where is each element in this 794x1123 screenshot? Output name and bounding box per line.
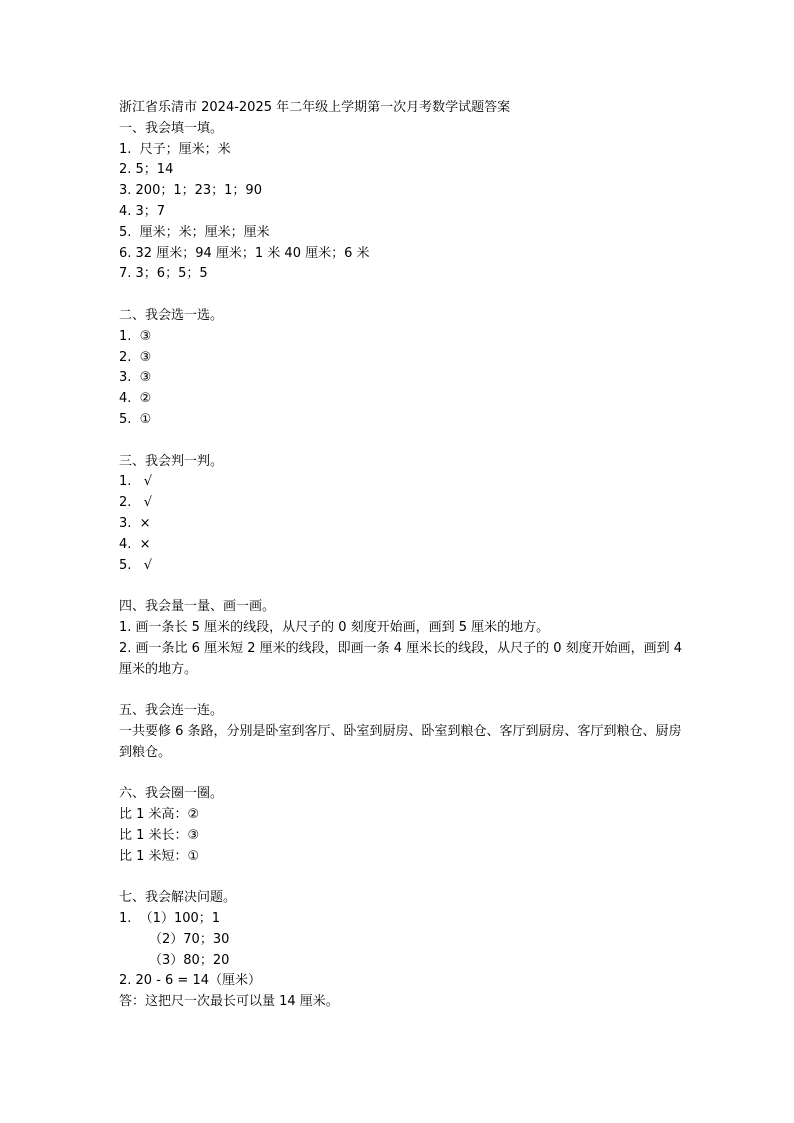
section-7-heading: 七、我会解决问题。 xyxy=(119,890,237,906)
section-1-item-2: 2. 5；14 xyxy=(119,162,174,178)
section-1-item-3: 3. 200；1；23；1；90 xyxy=(119,183,262,199)
section-6-item-1: 比 1 米高：② xyxy=(119,807,200,823)
section-4-item-1: 1. 画一条长 5 厘米的线段，从尺子的 0 刻度开始画，画到 5 厘米的地方。 xyxy=(119,619,550,635)
section-3-item-5: 5. √ xyxy=(119,557,153,573)
section-4-heading: 四、我会量一量、画一画。 xyxy=(119,599,276,615)
spacer xyxy=(119,867,689,888)
section-6-item-2: 比 1 米长：③ xyxy=(119,827,200,843)
section-1-item-1: 1. 尺子；厘米；米 xyxy=(119,141,231,157)
section-2-item-3: 3. ③ xyxy=(119,370,152,386)
section-5-item-1: 一共要修 6 条路，分别是卧室到客厅、卧室到厨房、卧室到粮仓、客厅到厨房、客厅到粮仓、厨房到粮仓。 xyxy=(119,723,682,760)
spacer xyxy=(119,431,689,452)
section-1-item-7: 7. 3；6；5；5 xyxy=(119,266,208,282)
section-3-item-2: 2. √ xyxy=(119,495,153,511)
section-1-item-6: 6. 32 厘米；94 厘米；1 米 40 厘米；6 米 xyxy=(119,245,370,261)
answer-document xyxy=(119,98,689,1013)
document-title: 浙江省乐清市 2024-2025 年二年级上学期第一次月考数学试题答案 xyxy=(119,100,511,115)
section-2-heading: 二、我会选一选。 xyxy=(119,307,224,323)
section-3-heading: 三、我会判一判。 xyxy=(119,453,224,469)
section-1-item-4: 4. 3；7 xyxy=(119,203,166,219)
section-1-heading: 一、我会填一填。 xyxy=(119,120,224,136)
spacer xyxy=(119,764,689,785)
section-7-answer: 答：这把尺一次最长可以量 14 厘米。 xyxy=(119,994,339,1010)
section-1-item-5: 5. 厘米；米；厘米；厘米 xyxy=(119,224,270,240)
section-7-item-1: 1. （1）100；1 xyxy=(119,911,221,927)
section-3-item-1: 1. √ xyxy=(119,474,153,490)
section-7-item-1-sub-2: （2）70；30 xyxy=(149,931,230,947)
section-2-item-1: 1. ③ xyxy=(119,328,152,344)
section-7-item-2: 2. 20 - 6 = 14（厘米） xyxy=(119,973,262,989)
section-2-item-2: 2. ③ xyxy=(119,349,152,365)
section-3-item-4: 4. × xyxy=(119,536,151,552)
section-6-item-3: 比 1 米短：① xyxy=(119,848,200,864)
section-4-item-2: 2. 画一条比 6 厘米短 2 厘米的线段，即画一条 4 厘米长的线段，从尺子的 0 刻度开始画，画到 4 厘米的地方。 xyxy=(119,640,683,677)
spacer xyxy=(119,285,689,306)
section-5-heading: 五、我会连一连。 xyxy=(119,703,224,719)
spacer xyxy=(119,680,689,701)
section-6-heading: 六、我会圈一圈。 xyxy=(119,786,224,802)
section-3-item-3: 3. × xyxy=(119,515,151,531)
section-2-item-4: 4. ② xyxy=(119,391,152,407)
section-2-item-5: 5. ① xyxy=(119,411,152,427)
spacer xyxy=(119,576,689,597)
section-7-item-1-sub-3: （3）80；20 xyxy=(149,952,230,968)
